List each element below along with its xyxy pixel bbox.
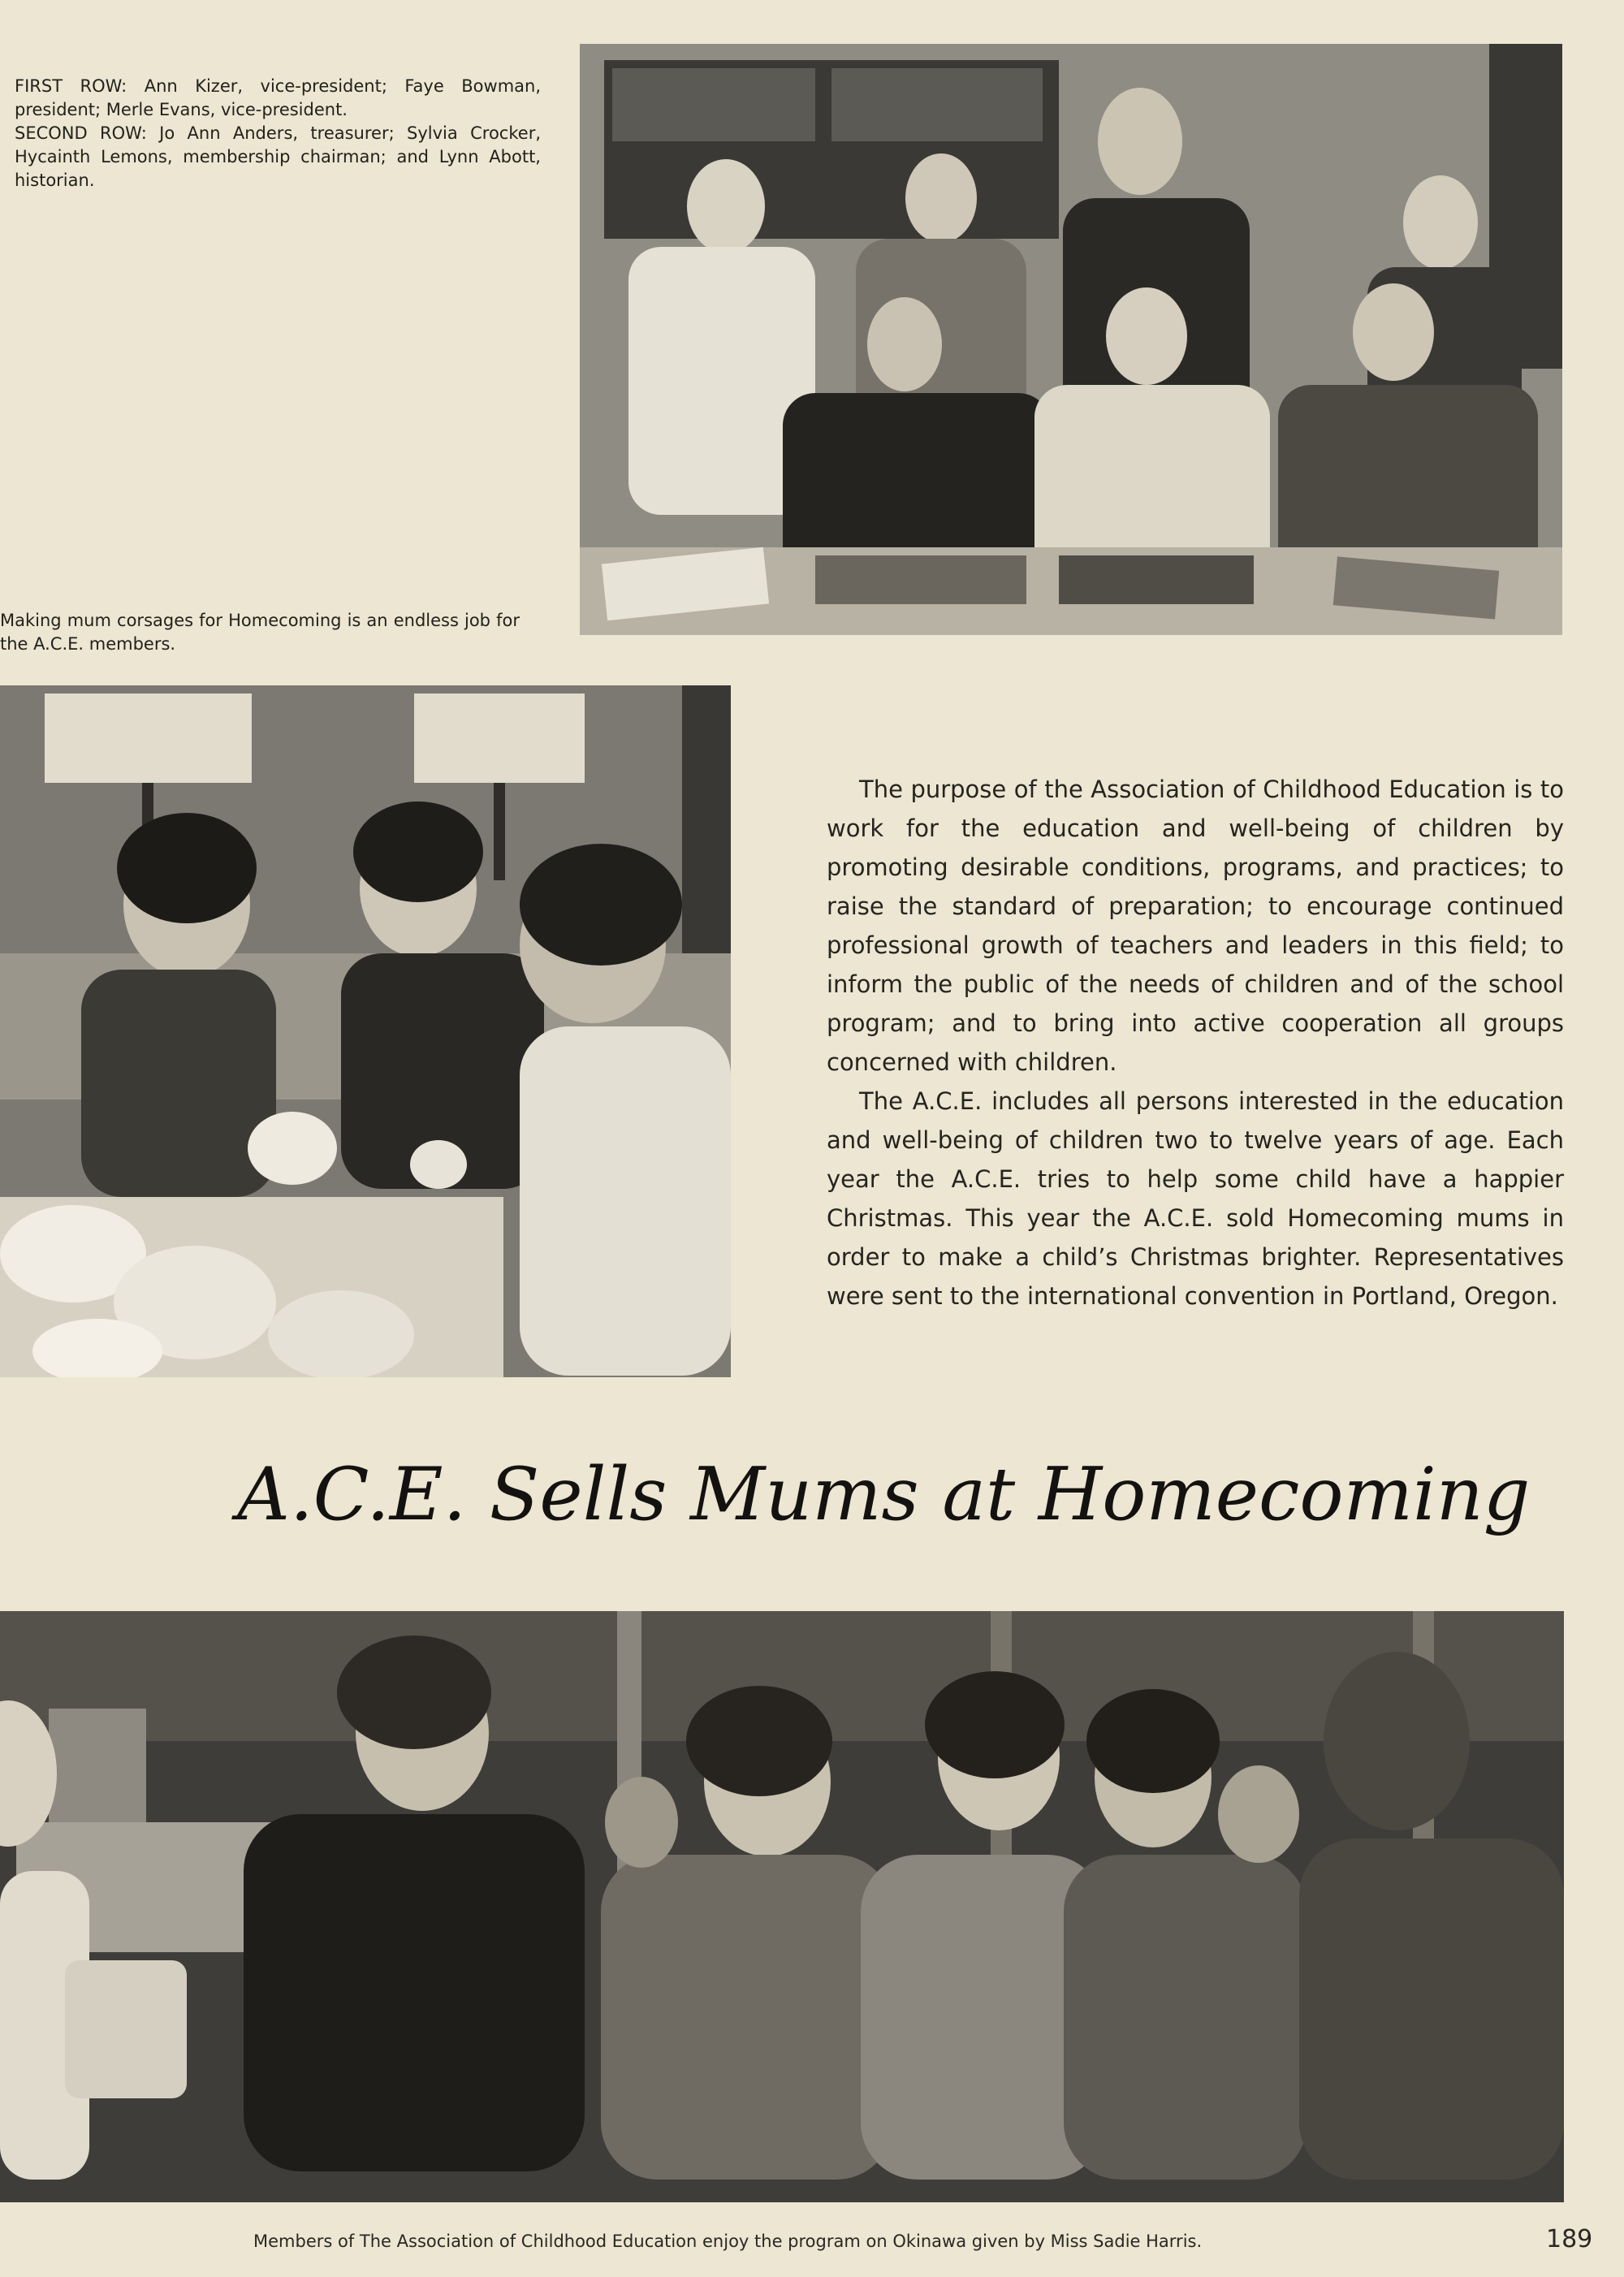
meeting-caption: Members of The Association of Childhood Education enjoy the program on Okinawa given by Miss Sadie Harris. [253, 2232, 1203, 2251]
page-headline: A.C.E. Sells Mums at Homecoming [237, 1452, 1531, 1537]
purpose-text [827, 770, 1564, 1316]
mums-caption: Making mum corsages for Homecoming is an endless job for the A.C.E. members. [0, 611, 520, 654]
purpose-paragraph-2: The A.C.E. includes all persons interested in the education and well-being of children two to twelve years of age. Each year the A.C.E. tries to help some child have a happier Christmas. This year the A.C.E. sold Homecoming mums in order to make a child’s Christmas brighter. Representatives were sent to the international convention in Portland, Oregon. [827, 1087, 1564, 1310]
page-number: 189 [1546, 2225, 1593, 2253]
officers-caption-first-row: FIRST ROW: Ann Kizer, vice-president; Faye Bowman, president; Merle Evans, vice-president. [15, 76, 541, 119]
officers-caption-second-row: SECOND ROW: Jo Ann Anders, treasurer; Sylvia Crocker, Hycainth Lemons, membership chairman; and Lynn Abott, historian. [15, 123, 541, 190]
officers-photo [580, 44, 1562, 635]
officers-caption [15, 75, 541, 192]
meeting-photo [0, 1611, 1564, 2202]
purpose-paragraph-1: The purpose of the Association of Childhood Education is to work for the education and well-being of children by promoting desirable conditions, programs, and practices; to raise the standard of preparation; to encourage continued professional growth of teachers and leaders in this field; to inform the public of the needs of children and of the school program; and to bring into active cooperation all groups concerned with children. [827, 776, 1564, 1076]
mums-photo [0, 685, 731, 1377]
